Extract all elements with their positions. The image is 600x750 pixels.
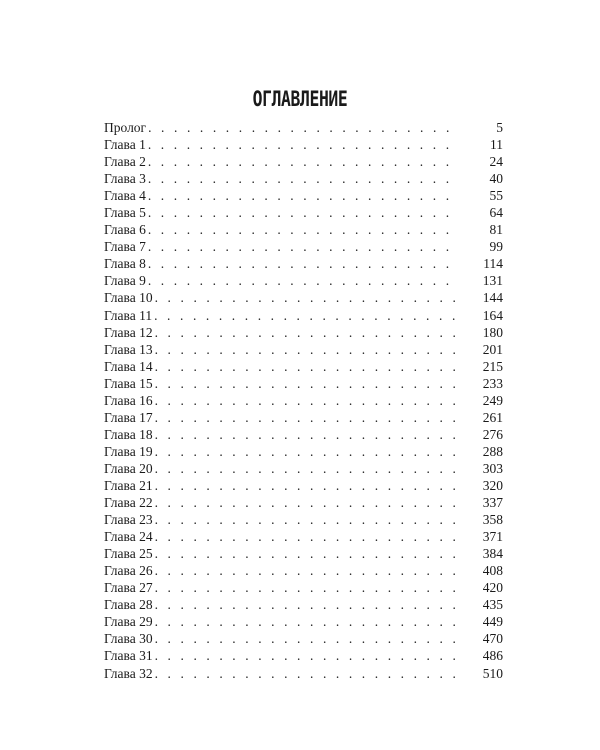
dot-leader <box>148 272 459 289</box>
toc-entry <box>104 477 503 494</box>
dot-leader <box>155 324 459 341</box>
toc-entry-label: Глава 8 <box>104 256 146 272</box>
toc-entry-page-number: 5 <box>496 120 503 135</box>
dot-leader <box>155 579 459 596</box>
dot-leader <box>155 426 459 443</box>
toc-entry-page-number: 408 <box>482 563 503 579</box>
dot-leader <box>155 341 459 358</box>
toc-entry-page-number: 384 <box>482 546 503 562</box>
toc-entry <box>104 153 503 170</box>
dot-leader <box>148 255 459 272</box>
toc-entry <box>104 443 503 460</box>
toc-entry <box>104 613 503 630</box>
toc-entry <box>104 494 503 511</box>
dot-leader <box>155 289 459 306</box>
toc-entry <box>104 596 503 613</box>
toc-entry-label: Глава 5 <box>104 205 146 221</box>
toc-entry-label: Глава 10 <box>104 290 153 306</box>
toc-entry-page-number: 449 <box>482 614 503 630</box>
dot-leader <box>155 665 459 682</box>
toc-entry <box>104 358 503 375</box>
toc-entry-label: Глава 6 <box>104 222 146 238</box>
toc-entry <box>104 272 503 289</box>
toc-list <box>104 119 503 682</box>
toc-entry <box>104 511 503 528</box>
toc-entry-page-number: 99 <box>489 239 503 255</box>
toc-entry-label: Глава 20 <box>104 460 153 476</box>
dot-leader <box>148 119 459 136</box>
toc-entry-page-number: 320 <box>482 477 503 493</box>
toc-entry <box>104 289 503 306</box>
toc-entry-page-number: 371 <box>482 529 503 545</box>
toc-entry-label: Глава 21 <box>104 477 153 493</box>
toc-entry-page-number: 64 <box>489 205 503 221</box>
dot-leader <box>155 630 459 647</box>
dot-leader <box>155 392 459 409</box>
toc-entry-label: Глава 32 <box>104 665 153 681</box>
dot-leader <box>148 187 459 204</box>
toc-entry-page-number: 201 <box>482 341 503 357</box>
toc-entry-label: Глава 26 <box>104 563 153 579</box>
toc-entry <box>104 187 503 204</box>
dot-leader <box>155 358 459 375</box>
dot-leader <box>148 204 459 221</box>
toc-entry-label: Глава 18 <box>104 426 153 442</box>
toc-entry-page-number: 510 <box>482 665 503 681</box>
toc-entry-label: Глава 19 <box>104 443 153 459</box>
toc-entry-label: Глава 23 <box>104 512 153 528</box>
toc-entry-label: Глава 16 <box>104 392 153 408</box>
toc-entry-label: Глава 28 <box>104 597 153 613</box>
dot-leader <box>155 528 459 545</box>
toc-entry-page-number: 249 <box>482 392 503 408</box>
toc-entry-label: Глава 17 <box>104 409 153 425</box>
toc-entry <box>104 409 503 426</box>
toc-entry <box>104 426 503 443</box>
toc-entry-label: Глава 7 <box>104 239 146 255</box>
toc-entry-page-number: 215 <box>482 358 503 374</box>
toc-entry <box>104 630 503 647</box>
toc-entry <box>104 119 503 136</box>
dot-leader <box>148 238 459 255</box>
toc-entry-page-number: 261 <box>482 409 503 425</box>
toc-entry <box>104 528 503 545</box>
toc-title: ОГЛАВЛЕНИЕ <box>252 87 348 111</box>
toc-entry <box>104 392 503 409</box>
toc-entry-page-number: 470 <box>482 631 503 647</box>
toc-entry-label: Глава 29 <box>104 614 153 630</box>
toc-entry-label: Глава 24 <box>104 529 153 545</box>
toc-entry-page-number: 486 <box>482 648 503 664</box>
toc-entry-label: Глава 13 <box>104 341 153 357</box>
toc-entry <box>104 341 503 358</box>
dot-leader <box>155 375 459 392</box>
toc-entry-label: Глава 3 <box>104 171 146 187</box>
toc-entry-label: Глава 11 <box>104 307 153 323</box>
dot-leader <box>148 221 459 238</box>
toc-entry-page-number: 114 <box>483 256 503 272</box>
dot-leader <box>148 136 459 153</box>
toc-entry-page-number: 303 <box>482 460 503 476</box>
dot-leader <box>154 307 459 324</box>
toc-entry-label: Глава 25 <box>104 546 153 562</box>
toc-entry-label: Глава 12 <box>104 324 153 340</box>
toc-entry <box>104 545 503 562</box>
toc-entry-page-number: 180 <box>482 324 503 340</box>
toc-entry-page-number: 81 <box>489 222 503 238</box>
toc-entry-page-number: 55 <box>489 188 503 204</box>
toc-entry-page-number: 435 <box>482 597 503 613</box>
dot-leader <box>148 153 459 170</box>
toc-entry-label: Глава 9 <box>104 273 146 289</box>
toc-entry <box>104 460 503 477</box>
toc-entry-label: Глава 30 <box>104 631 153 647</box>
toc-entry <box>104 238 503 255</box>
toc-entry-label: Глава 2 <box>104 154 146 170</box>
toc-entry <box>104 375 503 392</box>
toc-entry <box>104 221 503 238</box>
toc-entry-page-number: 288 <box>482 443 503 459</box>
dot-leader <box>148 170 459 187</box>
toc-entry-label: Глава 15 <box>104 375 153 391</box>
dot-leader <box>155 460 459 477</box>
toc-entry-page-number: 11 <box>490 137 503 153</box>
toc-entry-label: Глава 1 <box>104 137 146 153</box>
toc-entry-label: Глава 14 <box>104 358 153 374</box>
dot-leader <box>155 596 459 613</box>
toc-entry-page-number: 24 <box>489 154 503 170</box>
toc-entry <box>104 136 503 153</box>
toc-entry <box>104 562 503 579</box>
dot-leader <box>155 613 459 630</box>
toc-entry <box>104 204 503 221</box>
toc-entry-label: Глава 22 <box>104 495 153 511</box>
toc-entry-label: Пролог <box>104 120 147 135</box>
dot-leader <box>155 647 459 664</box>
dot-leader <box>155 443 459 460</box>
dot-leader <box>155 494 459 511</box>
dot-leader <box>155 409 459 426</box>
toc-entry <box>104 579 503 596</box>
toc-entry-page-number: 420 <box>482 580 503 596</box>
toc-entry <box>104 324 503 341</box>
toc-entry-page-number: 131 <box>482 273 503 289</box>
toc-entry <box>104 255 503 272</box>
toc-entry-label: Глава 31 <box>104 648 153 664</box>
toc-entry-page-number: 144 <box>482 290 503 306</box>
toc-entry-page-number: 233 <box>482 375 503 391</box>
toc-entry <box>104 307 503 324</box>
dot-leader <box>155 545 459 562</box>
toc-entry-page-number: 337 <box>482 495 503 511</box>
toc-entry-page-number: 40 <box>489 171 503 187</box>
dot-leader <box>155 477 459 494</box>
toc-entry-page-number: 164 <box>482 307 503 323</box>
dot-leader <box>155 562 459 579</box>
toc-entry-page-number: 358 <box>482 512 503 528</box>
toc-entry <box>104 647 503 664</box>
toc-entry <box>104 170 503 187</box>
toc-entry-label: Глава 4 <box>104 188 146 204</box>
toc-entry-page-number: 276 <box>482 426 503 442</box>
dot-leader <box>155 511 459 528</box>
toc-entry <box>104 665 503 682</box>
toc-entry-label: Глава 27 <box>104 580 153 596</box>
